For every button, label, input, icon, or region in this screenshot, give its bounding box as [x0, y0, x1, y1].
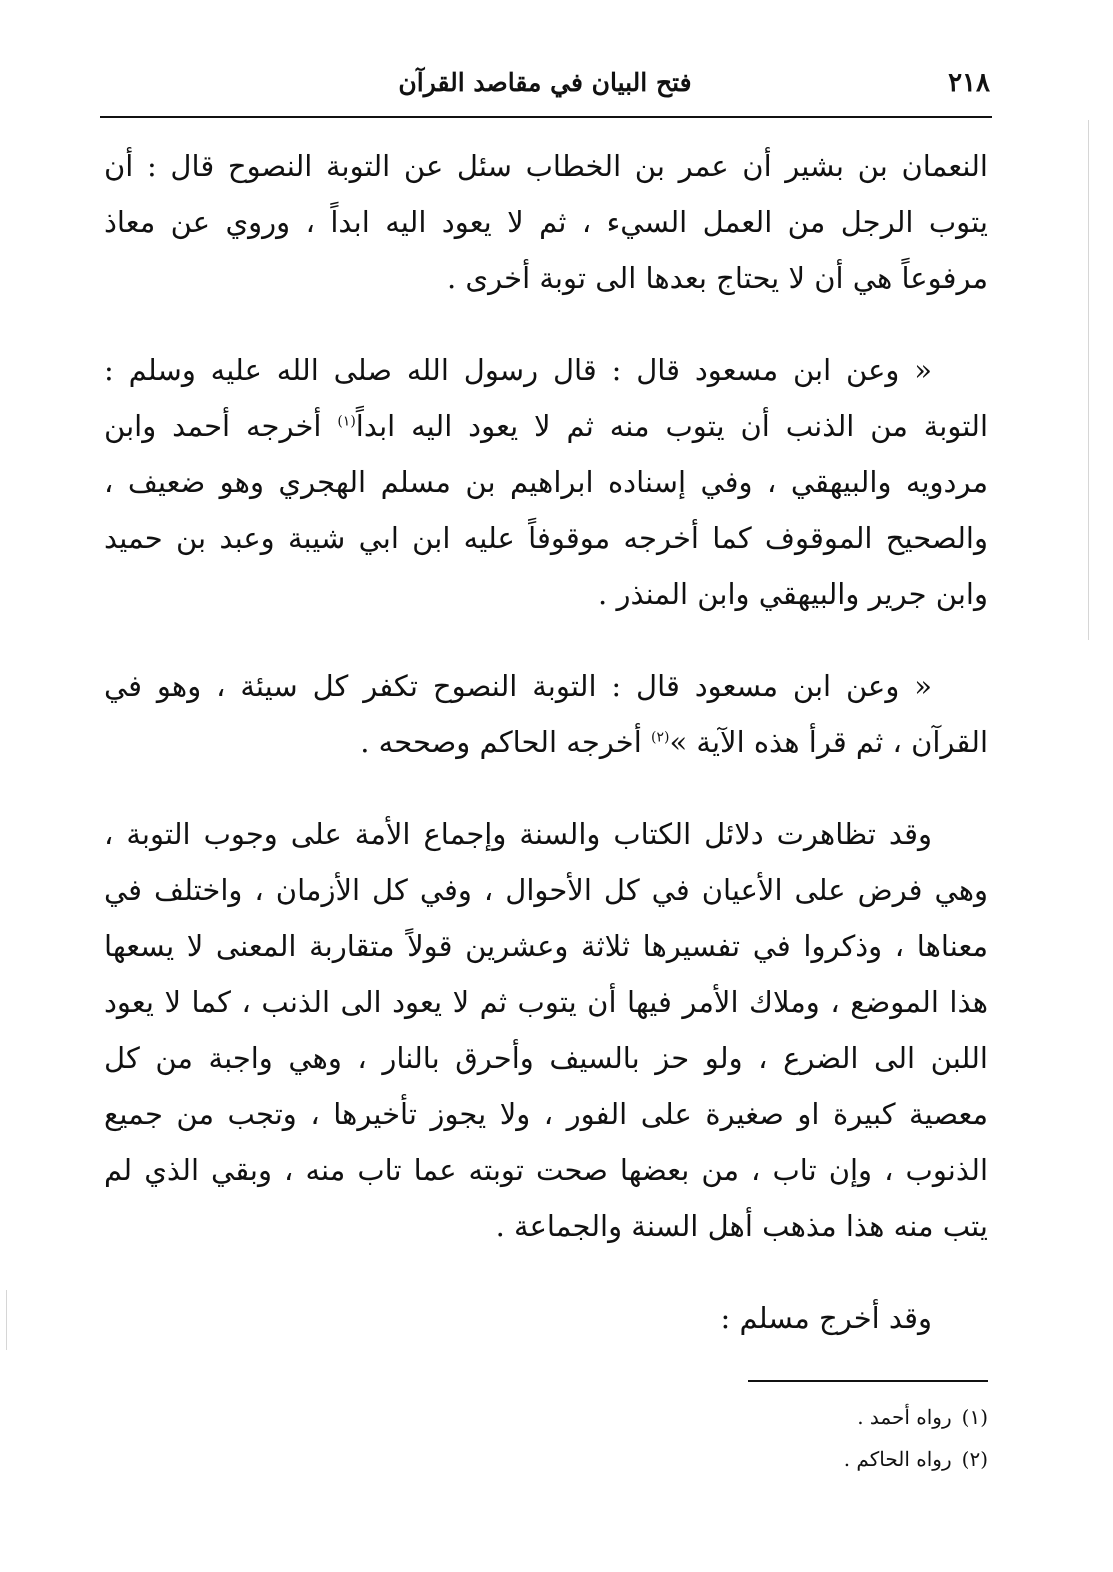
footnote-2	[600, 1438, 988, 1480]
paragraph-2	[104, 342, 988, 622]
footnote-2-number: (٢)	[961, 1447, 988, 1471]
footnote-ref-2[interactable]: (٢)	[650, 729, 670, 746]
scan-mark-left	[6, 1290, 7, 1350]
footnote-1	[600, 1396, 988, 1438]
footnote-1-number: (١)	[961, 1405, 988, 1429]
page-number: ٢١٨	[948, 68, 990, 98]
footnotes	[600, 1396, 988, 1480]
running-title: فتح البيان في مقاصد القرآن	[398, 68, 692, 97]
footnote-2-text: رواه الحاكم .	[843, 1447, 952, 1471]
scan-mark-right	[1088, 120, 1089, 640]
paragraph-4: وقد تظاهرت دلائل الكتاب والسنة وإجماع الأمة على وجوب التوبة ، وهي فرض على الأعيان في كل الأحوال ، وفي كل الأزمان ، واختلف في معناها ، وذكروا في تفسيرها ثلاثة وعشرين قولاً متقاربة المعنى لا يسعها هذا الموضع ، وملاك الأمر فيها أن يتوب ثم لا يعود الى الذنب ، كما لا يعود اللبن الى الضرع ، ولو حز بالسيف وأحرق بالنار ، وهي واجبة من كل معصية كبيرة او صغيرة على الفور ، ولا يجوز تأخيرها ، وتجب من جميع الذنوب ، وإن تاب ، من بعضها صحت توبته عما تاب منه ، وبقي الذي لم يتب منه هذا مذهب أهل السنة والجماعة .	[104, 817, 988, 1243]
footnote-1-text: رواه أحمد .	[857, 1405, 952, 1429]
paragraph-3-part-1: « وعن ابن مسعود قال : التوبة النصوح تكفر كل سيئة ، وهو في القرآن ، ثم قرأ هذه الآية »	[104, 669, 988, 759]
page-header	[100, 62, 990, 112]
paragraph-5: وقد أخرج مسلم :	[720, 1301, 932, 1335]
paragraph-3	[104, 658, 988, 770]
footnote-rule	[748, 1380, 988, 1382]
body-text	[104, 138, 988, 1382]
paragraph-2-part-2: أخرجه أحمد وابن مردويه والبيهقي ، وفي إسناده ابراهيم بن مسلم الهجري وهو ضعيف ، والصحيح الموقوف كما أخرجه موقوفاً عليه ابن ابي شيبة وعبد بن حميد وابن جرير والبيهقي وابن المنذر .	[104, 409, 988, 611]
paragraph-2-part-1: « وعن ابن مسعود قال : قال رسول الله صلى الله عليه وسلم : التوبة من الذنب أن يتوب منه ثم لا يعود اليه ابداً	[104, 353, 988, 443]
header-rule	[100, 116, 992, 118]
paragraph-1: النعمان بن بشير أن عمر بن الخطاب سئل عن التوبة النصوح قال : أن يتوب الرجل من العمل السيء ، ثم لا يعود اليه ابداً ، وروي عن معاذ مرفوعاً هي أن لا يحتاج بعدها الى توبة أخرى .	[104, 149, 988, 295]
paragraph-3-part-2: أخرجه الحاكم وصححه .	[360, 725, 651, 759]
footnote-ref-1[interactable]: (١)	[337, 413, 356, 430]
